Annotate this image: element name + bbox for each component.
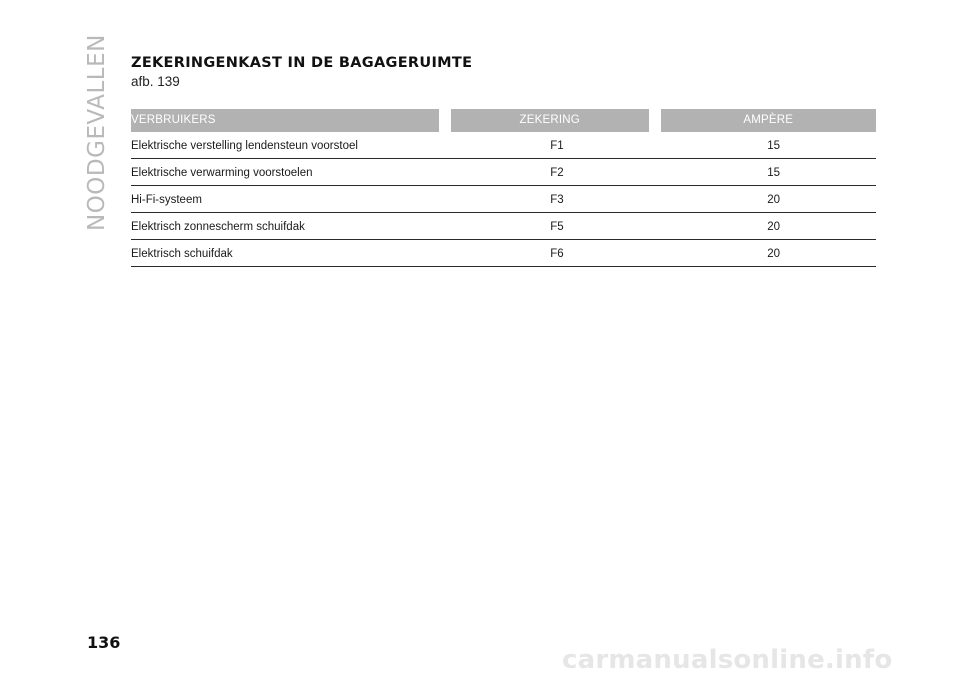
header-ampere: AMPÈRE [661,109,876,132]
fuse-table-header [131,109,876,132]
table-row [131,160,876,186]
fuse-cell: F3 [550,194,564,206]
table-row [131,214,876,240]
fuse-cell: F5 [550,221,564,233]
table-row [131,187,876,213]
consumer-cell: Elektrische verstelling lendensteun voorstoel [131,140,358,152]
chapter-side-tab [82,34,112,231]
ampere-cell: 15 [767,167,780,179]
section-title: ZEKERINGENKAST IN DE BAGAGERUIMTE [131,55,473,71]
consumer-cell: Elektrische verwarming voorstoelen [131,167,313,179]
chapter-side-tab-label: NOODGEVALLEN [84,34,110,231]
consumer-cell: Elektrisch zonnescherm schuifdak [131,221,305,233]
ampere-cell: 15 [767,140,780,152]
fuse-cell: F2 [550,167,564,179]
page-number: 136 [87,633,121,652]
table-row [131,241,876,267]
header-fuse: ZEKERING [451,109,649,132]
ampere-cell: 20 [767,248,780,260]
consumer-cell: Elektrisch schuifdak [131,248,233,260]
header-consumers: VERBRUIKERS [131,109,439,132]
table-row [131,133,876,159]
watermark: carmanualsonline.info [562,645,893,675]
figure-reference: afb. 139 [131,74,180,89]
ampere-cell: 20 [767,194,780,206]
ampere-cell: 20 [767,221,780,233]
fuse-cell: F6 [550,248,564,260]
consumer-cell: Hi-Fi-systeem [131,194,202,206]
fuse-table [131,109,876,267]
fuse-cell: F1 [550,140,564,152]
